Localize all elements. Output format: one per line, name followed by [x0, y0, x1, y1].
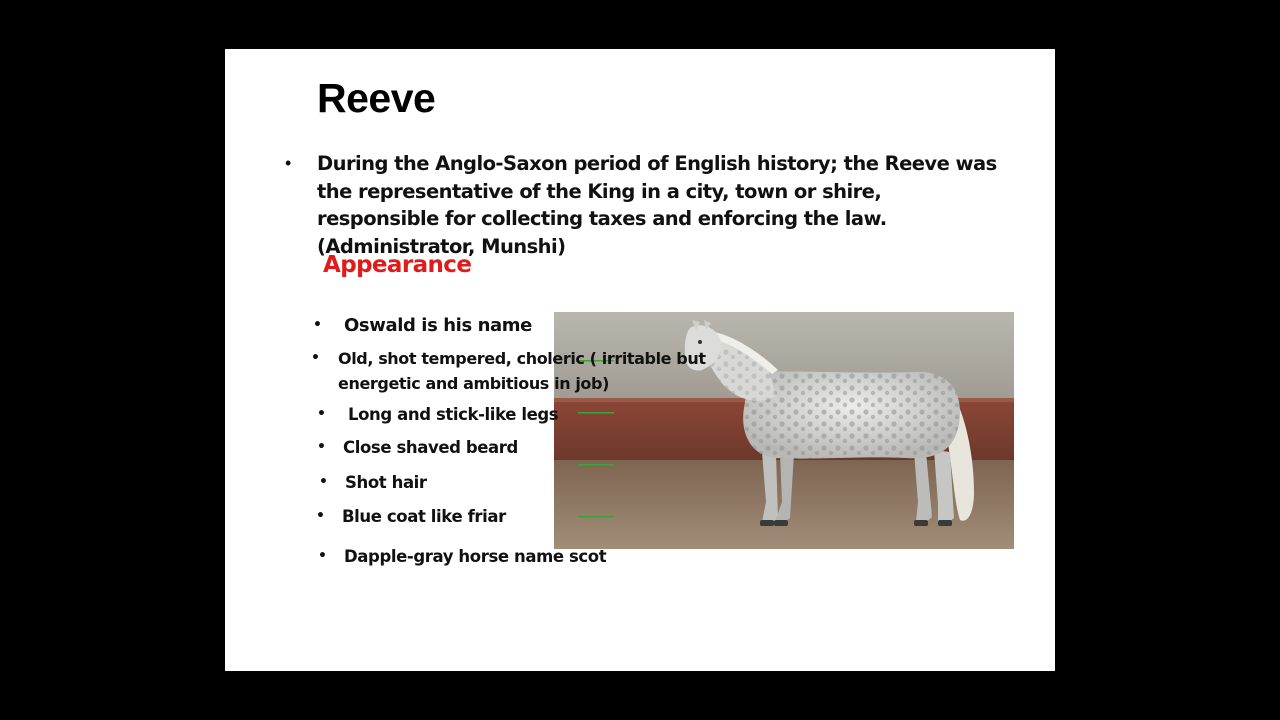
item-text: Blue coat like friar [342, 507, 506, 526]
slide-title: Reeve [317, 75, 436, 121]
item-text: Dapple-gray horse name scot [344, 547, 607, 566]
slide [225, 49, 1055, 671]
bullet-dot: • [313, 317, 322, 333]
bullet-dot: • [317, 439, 326, 455]
bullet-dot: • [316, 508, 325, 524]
appearance-heading: Appearance [323, 252, 472, 278]
main-bullet-text: During the Anglo-Saxon period of English history; the Reeve was the representative of the King in a city, town or shire, responsible for collecting taxes and enforcing the law. (Administrator, Munshi) [317, 152, 997, 258]
item-text-multiline [338, 346, 706, 396]
item-text: Long and stick-like legs [348, 405, 559, 424]
item-text: Close shaved beard [343, 438, 518, 457]
bullet-dot: • [311, 350, 320, 366]
item-text-line: energetic and ambitious in job) [338, 374, 609, 393]
bullet-dot: • [317, 406, 326, 422]
bullet-dot: • [285, 153, 292, 173]
item-text-line: Old, shot tempered, choleric ( irritable but [338, 349, 706, 368]
item-text: Oswald is his name [344, 315, 532, 336]
item-text: Shot hair [345, 473, 427, 492]
bullet-dot: • [318, 548, 327, 564]
bullet-dot: • [319, 474, 328, 490]
